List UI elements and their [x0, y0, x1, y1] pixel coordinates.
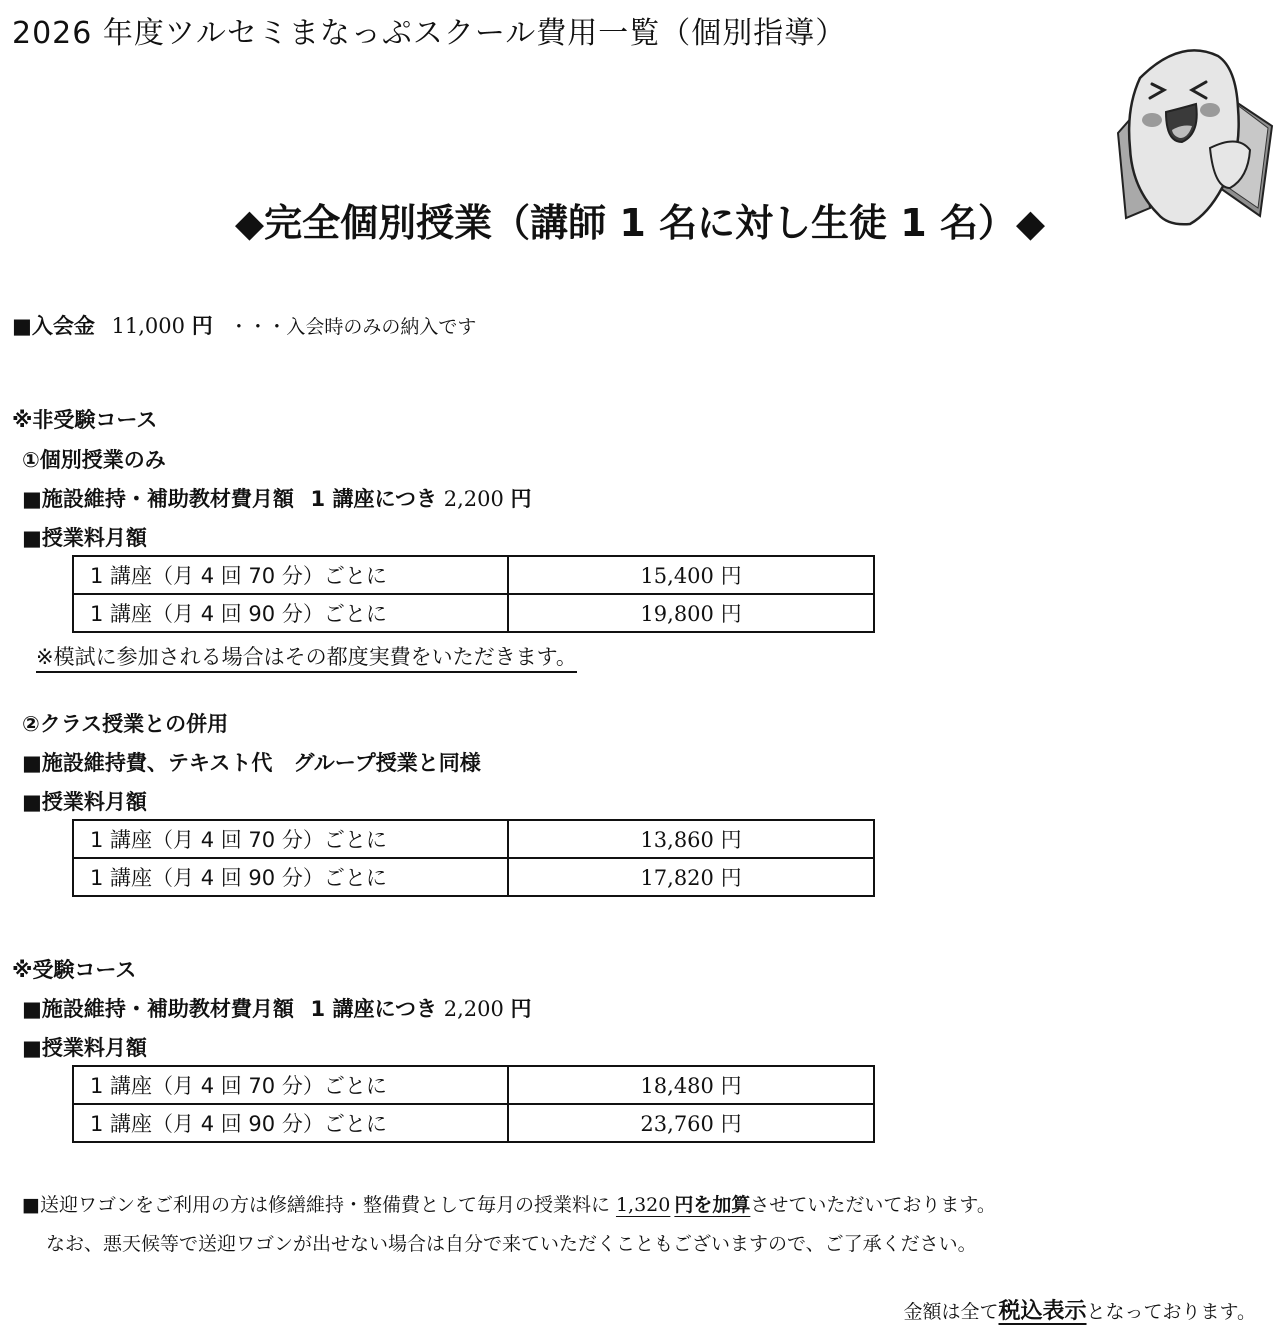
table-row	[73, 1066, 874, 1104]
tax-footer-suffix: となっております。	[1086, 1301, 1256, 1323]
fee-row-label: 1 講座（月 4 回 70 分）ごとに	[73, 1066, 508, 1104]
course2-facility-line: ■施設維持費、テキスト代 グループ授業と同様	[22, 751, 481, 775]
table-row	[73, 594, 874, 632]
fee-row-label: 1 講座（月 4 回 70 分）ごとに	[73, 556, 508, 594]
admission-fee-line	[12, 310, 476, 340]
non-exam-heading: ※非受験コース	[12, 408, 158, 432]
mock-exam-note-text: ※模試に参加される場合はその都度実費をいただきます。	[36, 645, 577, 673]
course2-heading: ②クラス授業との併用	[22, 712, 229, 736]
course1-facility-per: 1 講座につき	[310, 487, 438, 511]
table-row	[73, 1104, 874, 1142]
tax-footer-emph: 税込表示	[998, 1299, 1087, 1324]
admission-fee-yen: 円	[191, 314, 213, 338]
fee-row-price: 17,820 円	[508, 858, 874, 896]
exam-facility-amount: 2,200	[443, 997, 504, 1021]
table-row	[73, 820, 874, 858]
course1-facility-label: ■施設維持・補助教材費月額	[22, 487, 294, 511]
mock-exam-note	[36, 641, 577, 671]
exam-facility-line	[22, 993, 532, 1023]
tax-footer-prefix: 金額は全て	[903, 1301, 999, 1323]
wagon-fee-amount: 1,320	[615, 1194, 671, 1216]
exam-heading: ※受験コース	[12, 958, 137, 982]
fee-row-price: 23,760 円	[508, 1104, 874, 1142]
fee-row-label: 1 講座（月 4 回 90 分）ごとに	[73, 1104, 508, 1142]
course1-facility-yen: 円	[510, 487, 532, 511]
course1-heading: ①個別授業のみ	[22, 448, 166, 472]
admission-fee-note: ・・・入会時のみの納入です	[229, 316, 477, 338]
course1-facility-line	[22, 483, 532, 513]
fee-row-label: 1 講座（月 4 回 90 分）ごとに	[73, 858, 508, 896]
wagon-fee-emph: 円を加算	[674, 1194, 751, 1216]
fee-row-price: 13,860 円	[508, 820, 874, 858]
fee-row-label: 1 講座（月 4 回 90 分）ごとに	[73, 594, 508, 632]
course1-facility-amount: 2,200	[443, 487, 504, 511]
course1-tuition-label: ■授業料月額	[22, 526, 147, 550]
section-heading: ◆完全個別授業（講師 1 名に対し生徒 1 名）◆	[234, 201, 1046, 245]
wagon-notice-prefix: ■送迎ワゴンをご利用の方は修繕維持・整備費として毎月の授業料に	[22, 1194, 610, 1216]
document-title: 2026 年度ツルセミまなっぷスクール費用一覧（個別指導）	[12, 16, 847, 51]
exam-tuition-label: ■授業料月額	[22, 1036, 147, 1060]
tax-footer	[903, 1294, 1256, 1325]
table-row	[73, 858, 874, 896]
fee-row-price: 19,800 円	[508, 594, 874, 632]
exam-facility-per: 1 講座につき	[310, 997, 438, 1021]
course2-tuition-label: ■授業料月額	[22, 790, 147, 814]
course2-fee-table	[72, 819, 875, 897]
wagon-fee-amount-group	[616, 1194, 750, 1216]
wagon-notice-suffix: させていただいております。	[750, 1194, 996, 1216]
exam-facility-yen: 円	[510, 997, 532, 1021]
fee-row-price: 15,400 円	[508, 556, 874, 594]
exam-facility-label: ■施設維持・補助教材費月額	[22, 997, 294, 1021]
fee-row-price: 18,480 円	[508, 1066, 874, 1104]
fee-row-label: 1 講座（月 4 回 70 分）ごとに	[73, 820, 508, 858]
course1-fee-table	[72, 555, 875, 633]
admission-fee-amount: 11,000	[111, 314, 186, 338]
wagon-notice-line2: なお、悪天候等で送迎ワゴンが出せない場合は自分で来ていただくこともございますので、ご了承ください。	[46, 1233, 977, 1255]
exam-fee-table	[72, 1065, 875, 1143]
wagon-notice-line1	[22, 1190, 996, 1217]
admission-fee-label: ■入会金	[12, 314, 95, 338]
table-row	[73, 556, 874, 594]
